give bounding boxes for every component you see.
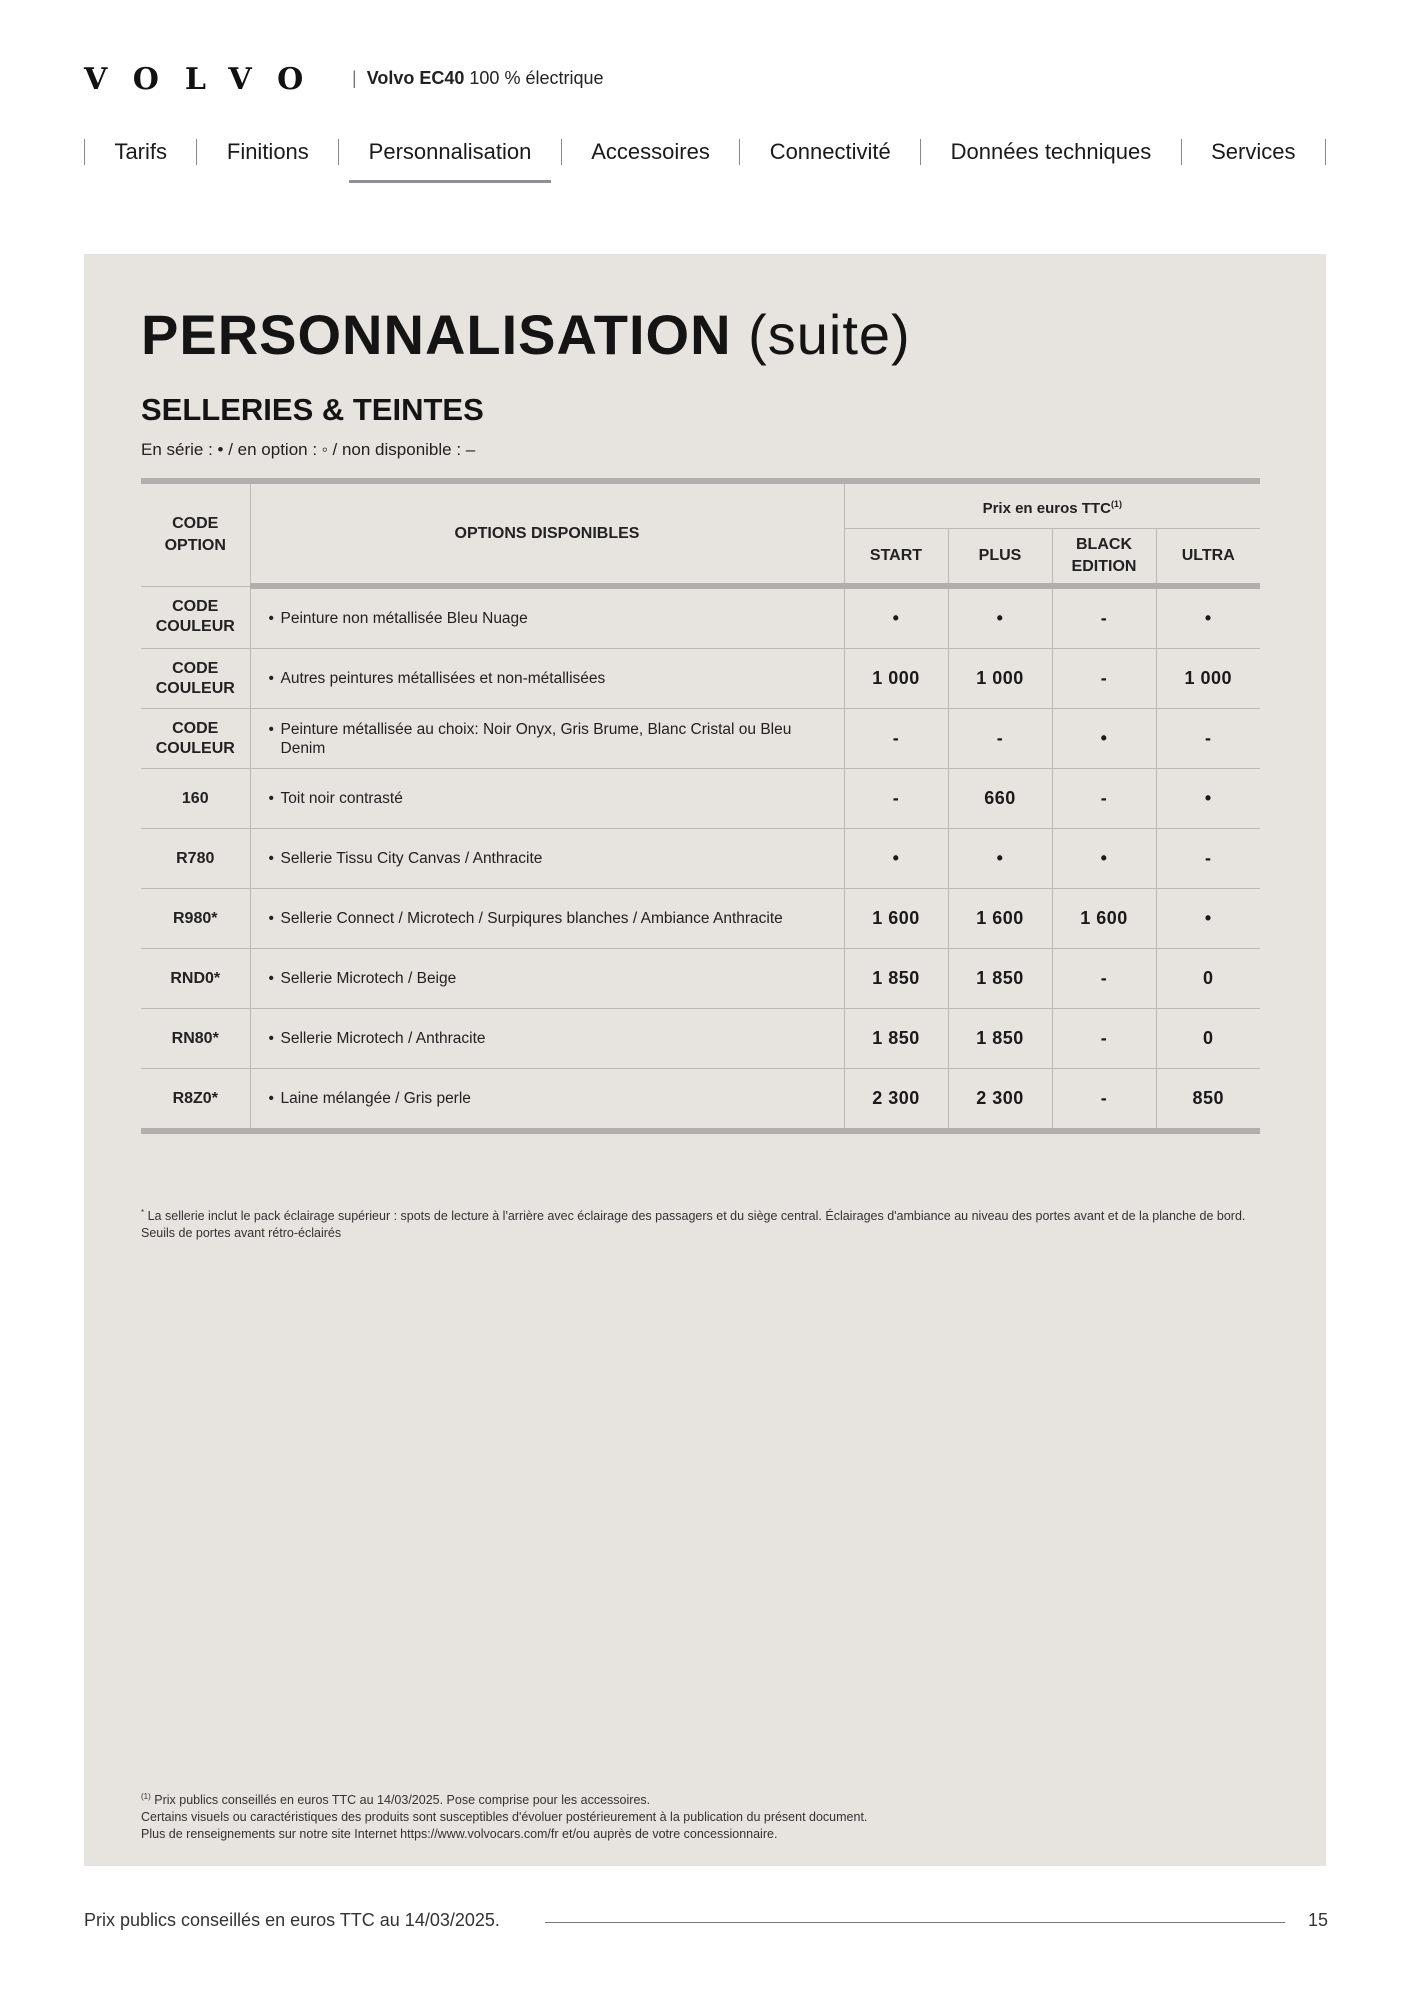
price-cell: 850 (1156, 1069, 1260, 1132)
nav-divider (561, 139, 562, 165)
tab-donnees-techniques[interactable]: Données techniques (950, 139, 1152, 164)
legal-line-1 (141, 1788, 1261, 1809)
tab-accessoires[interactable]: Accessoires (591, 139, 710, 164)
header-price-group (844, 481, 1260, 529)
header-price-group-label: Prix en euros TTC (982, 499, 1111, 517)
bullet-icon: • (268, 970, 274, 987)
model-separator: | (352, 68, 357, 88)
price-cell: • (948, 829, 1052, 889)
price-cell: 1 000 (844, 649, 948, 709)
bullet-icon: • (268, 720, 274, 738)
bullet-icon: • (268, 1090, 274, 1107)
option-code: RND0* (141, 949, 250, 1009)
option-description-text: Sellerie Connect / Microtech / Surpiqures blanches / Ambiance Anthracite (280, 910, 783, 927)
bullet-icon: • (268, 910, 274, 927)
tab-connectivite[interactable]: Connectivité (769, 139, 891, 164)
volvo-logo: VOLVO (84, 62, 330, 97)
option-description-text: Laine mélangée / Gris perle (280, 1090, 471, 1107)
table-row (141, 649, 1260, 709)
price-cell: 1 850 (844, 949, 948, 1009)
price-cell: 1 850 (948, 1009, 1052, 1069)
price-cell: 1 000 (1156, 649, 1260, 709)
table-row (141, 1009, 1260, 1069)
price-cell: • (844, 829, 948, 889)
page-number: 15 (1308, 1910, 1329, 1930)
header-options: OPTIONS DISPONIBLES (250, 481, 844, 586)
availability-legend: En série : • / en option : ◦ / non disponible : – (141, 440, 476, 459)
option-description-text: Sellerie Microtech / Beige (280, 970, 457, 987)
option-description (250, 889, 844, 949)
price-cell: - (948, 709, 1052, 769)
tab-personnalisation[interactable]: Personnalisation (349, 129, 552, 175)
table-row (141, 709, 1260, 769)
option-description (250, 649, 844, 709)
option-code: RN80* (141, 1009, 250, 1069)
option-description-text: Peinture non métallisée Bleu Nuage (280, 610, 528, 627)
footnote-marker: * (141, 1208, 145, 1217)
price-cell: 0 (1156, 949, 1260, 1009)
model-suffix: 100 % électrique (469, 68, 604, 88)
nav-divider (196, 139, 197, 165)
tab-finitions[interactable]: Finitions (226, 139, 309, 164)
price-cell: • (1052, 709, 1156, 769)
price-cell: • (1156, 769, 1260, 829)
nav-divider (1325, 139, 1326, 165)
tab-services[interactable]: Services (1211, 139, 1296, 164)
option-code: CODE COULEUR (141, 709, 250, 769)
header-code-option: CODE OPTION (141, 481, 250, 586)
option-code: CODE COULEUR (141, 649, 250, 709)
nav-divider (338, 139, 339, 165)
price-cell: - (1052, 949, 1156, 1009)
option-description-text: Toit noir contrasté (280, 790, 403, 807)
price-cell: 0 (1156, 1009, 1260, 1069)
section-nav (84, 128, 1326, 176)
price-cell: - (1052, 769, 1156, 829)
bullet-icon: • (268, 850, 274, 867)
bullet-icon: • (268, 610, 274, 627)
option-code: R780 (141, 829, 250, 889)
nav-divider (920, 139, 921, 165)
legal-marker: (1) (141, 1792, 151, 1801)
header-price-group-note: (1) (1110, 498, 1122, 509)
price-cell: 2 300 (948, 1069, 1052, 1132)
price-cell: 1 850 (844, 1009, 948, 1069)
upholstery-footnote (141, 1204, 1261, 1242)
page-title-main: PERSONNALISATION (141, 303, 732, 366)
price-cell: - (1052, 586, 1156, 649)
price-cell: - (1052, 1009, 1156, 1069)
price-cell: - (1156, 829, 1260, 889)
footnote-text: La sellerie inclut le pack éclairage supérieur : spots de lecture à l'arrière avec éclairage des passagers et du siège central. Éclairages d'ambiance au niveau des portes avant et de la planche de bord. Seuils de portes avant rétro-éclairés (141, 1209, 1246, 1241)
price-cell: • (1156, 889, 1260, 949)
price-cell: • (948, 586, 1052, 649)
option-description (250, 586, 844, 649)
bullet-icon: • (268, 1030, 274, 1047)
price-cell: 660 (948, 769, 1052, 829)
options-table (141, 478, 1260, 1134)
footer-rule (545, 1922, 1285, 1923)
price-cell: - (1052, 1069, 1156, 1132)
option-description (250, 949, 844, 1009)
option-description (250, 709, 844, 769)
option-code: 160 (141, 769, 250, 829)
price-cell: - (1052, 649, 1156, 709)
legal-line-2: Certains visuels ou caractéristiques des produits sont susceptibles d'évoluer postérieurement à la publication du présent document. (141, 1810, 868, 1825)
table-row (141, 829, 1260, 889)
header-trim-ultra: ULTRA (1156, 529, 1260, 587)
page-title (141, 302, 911, 367)
option-code: R8Z0* (141, 1069, 250, 1132)
options-table-body (141, 586, 1260, 1131)
header-trim-start: START (844, 529, 948, 587)
legal-line-3: Plus de renseignements sur notre site Internet https://www.volvocars.com/fr et/ou auprès de votre concessionnaire. (141, 1827, 778, 1842)
price-cell: - (844, 769, 948, 829)
section-subtitle: SELLERIES & TEINTES (141, 392, 484, 427)
price-cell: 2 300 (844, 1069, 948, 1132)
option-description-text: Peinture métallisée au choix: Noir Onyx, Gris Brume, Blanc Cristal ou Bleu Denim (280, 720, 792, 757)
price-cell: - (844, 709, 948, 769)
content-panel (84, 254, 1326, 1866)
page-title-suffix: (suite) (748, 303, 911, 366)
header-trim-black-edition: BLACK EDITION (1052, 529, 1156, 587)
table-row (141, 586, 1260, 649)
option-description-text: Sellerie Tissu City Canvas / Anthracite (280, 850, 543, 867)
table-row (141, 769, 1260, 829)
table-row (141, 949, 1260, 1009)
table-row (141, 889, 1260, 949)
option-description (250, 829, 844, 889)
legal-notes (141, 1788, 1261, 1843)
price-cell: • (844, 586, 948, 649)
price-cell: 1 600 (948, 889, 1052, 949)
option-description (250, 1009, 844, 1069)
price-cell: • (1052, 829, 1156, 889)
price-cell: 1 850 (948, 949, 1052, 1009)
nav-divider (739, 139, 740, 165)
bullet-icon: • (268, 670, 274, 687)
price-cell: 1 600 (1052, 889, 1156, 949)
price-cell: 1 600 (844, 889, 948, 949)
model-line (352, 68, 604, 89)
option-description (250, 1069, 844, 1132)
nav-divider (1181, 139, 1182, 165)
tab-tarifs[interactable]: Tarifs (114, 139, 167, 164)
option-code: CODE COULEUR (141, 586, 250, 649)
price-cell: 1 000 (948, 649, 1052, 709)
legal-line-1-text: Prix publics conseillés en euros TTC au 14/03/2025. Pose comprise pour les accessoires. (154, 1793, 651, 1808)
model-name: Volvo EC40 (366, 68, 465, 88)
option-description-text: Sellerie Microtech / Anthracite (280, 1030, 486, 1047)
table-row (141, 1069, 1260, 1132)
option-code: R980* (141, 889, 250, 949)
footer-price-note: Prix publics conseillés en euros TTC au 14/03/2025. (84, 1910, 500, 1930)
bullet-icon: • (268, 790, 274, 807)
price-cell: - (1156, 709, 1260, 769)
nav-divider (84, 139, 85, 165)
option-description-text: Autres peintures métallisées et non-métallisées (280, 670, 606, 687)
price-cell: • (1156, 586, 1260, 649)
header-trim-plus: PLUS (948, 529, 1052, 587)
option-description (250, 769, 844, 829)
